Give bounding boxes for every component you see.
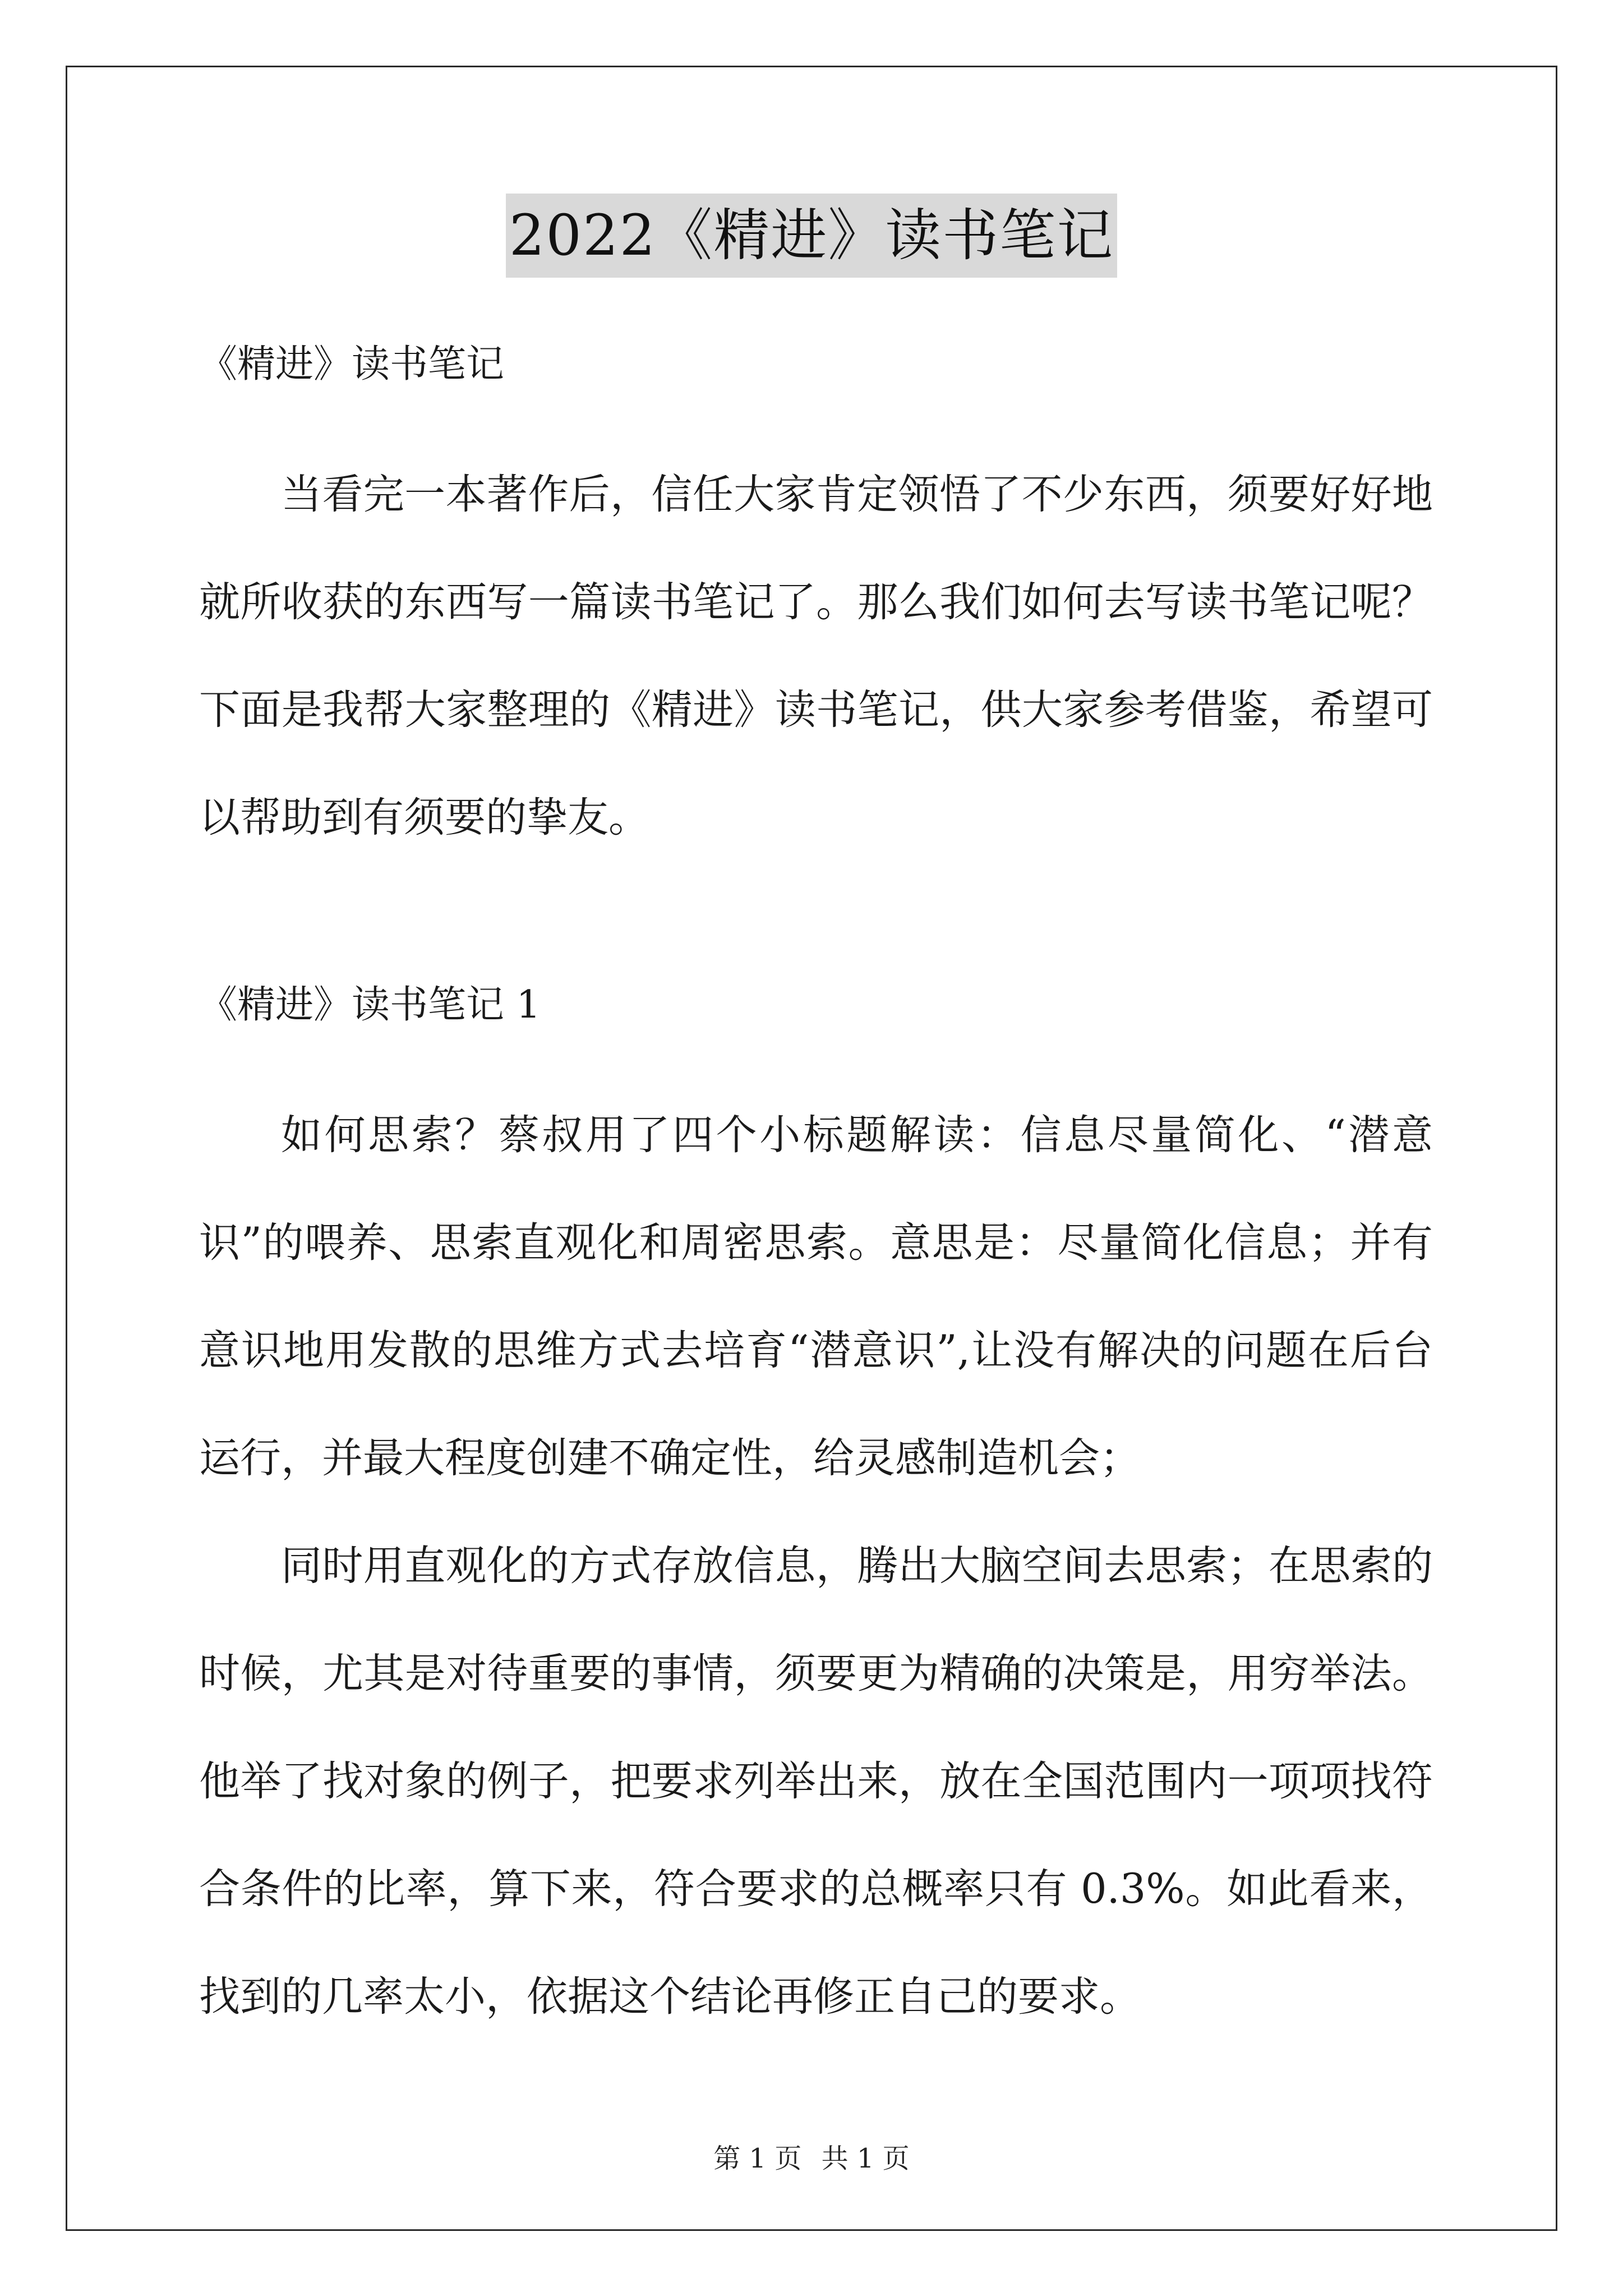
page-number: 第 1 页: [713, 2143, 802, 2174]
title-container: [0, 194, 1623, 278]
intro-paragraph: 当看完一本著作后，信任大家肯定领悟了不少东西，须要好好地就所收获的东西写一篇读书笔记了。那么我们如何去写读书笔记呢？下面是我帮大家整理的《精进》读书笔记，供大家参考借鉴，希望可以帮助到有须要的挚友。: [199, 471, 1433, 841]
page-footer: [0, 2142, 1623, 2175]
page-total: 共 1 页: [821, 2143, 910, 2174]
section-paragraph-1: 如何思索？蔡叔用了四个小标题解读：信息尽量简化、“潜意识”的喂养、思索直观化和周密思索。意思是：尽量简化信息；并有意识地用发散的思维方式去培育“潜意识”,让没有解决的问题在后台运行，并最大程度创建不确定性，给灵感制造机会；: [199, 1111, 1433, 1482]
document-body: [199, 337, 1433, 2051]
section-heading: 《精进》读书笔记 1: [199, 983, 541, 1027]
intro-heading: 《精进》读书笔记: [199, 342, 505, 386]
section-paragraph-2: 同时用直观化的方式存放信息，腾出大脑空间去思索；在思索的时候，尤其是对待重要的事情，须要更为精确的决策是，用穷举法。他举了找对象的例子，把要求列举出来，放在全国范围内一项项找符合条件的比率，算下来，符合要求的总概率只有 0.3%。如此看来，找到的几率太小，依据这个结论再修正自己的要求。: [199, 1542, 1433, 2021]
document-title: 2022《精进》读书笔记: [506, 194, 1118, 278]
section-spacer: [199, 872, 1433, 977]
